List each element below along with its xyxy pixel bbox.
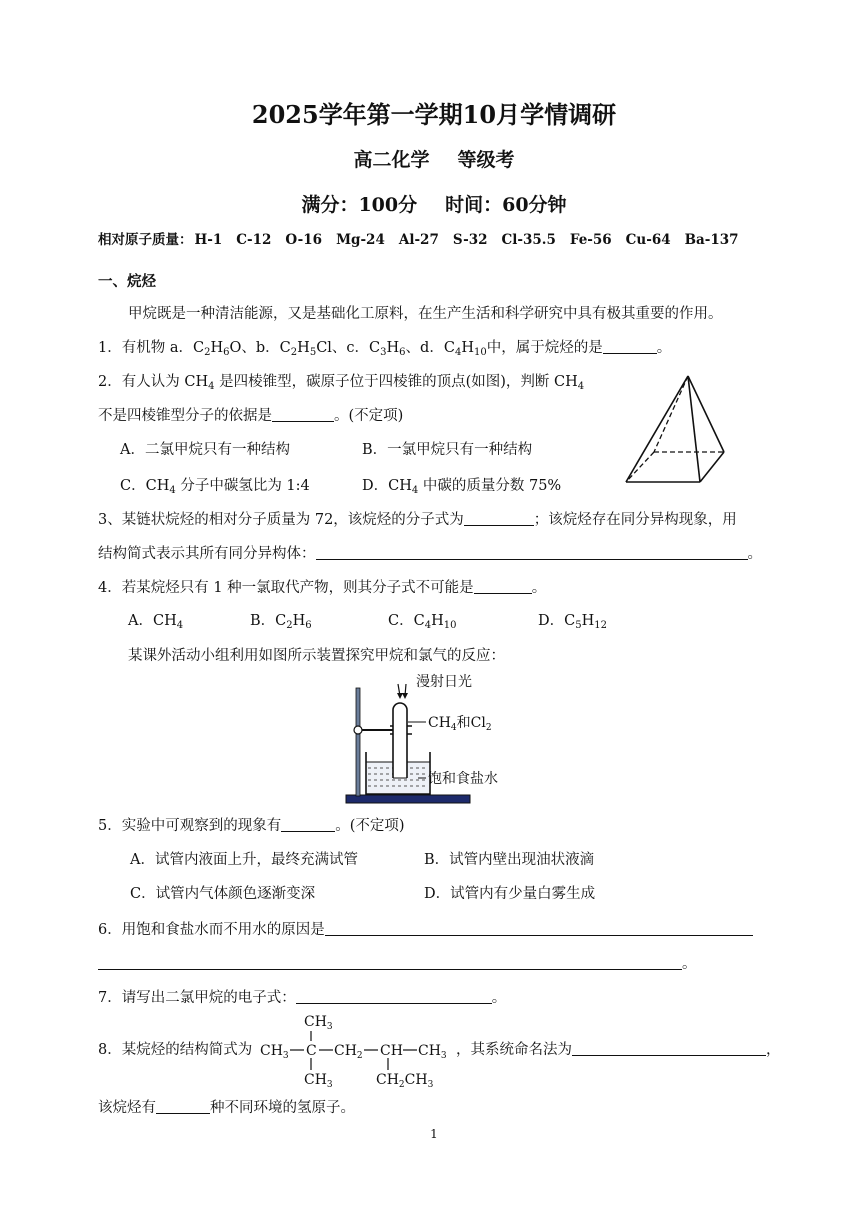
answer-blank-2[interactable] — [272, 407, 334, 422]
label-gas: $CH_4$和$Cl_2$ — [428, 715, 492, 733]
question-7: 7．请写出二氯甲烷的电子式： 。 — [98, 990, 507, 1006]
experiment-intro: 某课外活动小组利用如图所示装置探究甲烷和氯气的反应： — [128, 648, 505, 664]
full-score: 满分：100分 — [301, 194, 418, 216]
q5-option-a[interactable]: A．试管内液面上升，最终充满试管 — [130, 852, 358, 868]
answer-blank-6a[interactable] — [325, 921, 753, 936]
formula-ch: CH — [380, 1043, 403, 1059]
atomic-mass-item: Al-27 — [398, 232, 439, 248]
q2-option-c[interactable]: C．$CH_4$ 分子中碳氢比为 1:4 — [120, 478, 310, 496]
question-2: 2．有人认为 $CH_4$ 是四棱锥型，碳原子位于四棱锥的顶点(如图)，判断 $CH_4$ — [98, 374, 585, 392]
atomic-mass-item: Ba-137 — [684, 232, 739, 248]
formula-top-ch3: $CH_3$ — [304, 1014, 333, 1032]
q5-option-c[interactable]: C．试管内气体颜色逐渐变深 — [130, 886, 316, 902]
atomic-mass-item: C-12 — [236, 232, 272, 248]
q2-option-a[interactable]: A．二氯甲烷只有一种结构 — [120, 442, 290, 458]
apparatus-figure — [330, 670, 540, 810]
q2-option-b[interactable]: B．一氯甲烷只有一种结构 — [362, 442, 533, 458]
q4-option-a[interactable]: A．$CH_4$ — [128, 613, 184, 631]
atomic-mass-item: Mg-24 — [336, 232, 385, 248]
exam-info — [0, 193, 868, 217]
question-4: 4．若某烷烃只有 1 种一氯取代产物，则其分子式不可能是 。 — [98, 580, 547, 596]
answer-blank-3b[interactable] — [316, 545, 748, 560]
q4-option-c[interactable]: C．$C_4H_{10}$ — [388, 613, 457, 631]
question-8-line2: 该烷烃有 种不同环境的氢原子。 — [98, 1100, 355, 1116]
pyramid-figure — [618, 372, 730, 488]
atomic-mass-label: 相对原子质量： — [98, 232, 193, 248]
question-1: 1．有机物 a．$C_2H_6O$、b．$C_2H_5Cl$、c．$C_3H_6$、d．$C_4H_{10}$中，属于烷烃的是 。 — [98, 340, 672, 358]
exam-title: 2025学年第一学期10月学情调研 — [251, 100, 617, 129]
question-2-line2: 不是四棱锥型分子的依据是 。(不定项) — [98, 408, 404, 424]
question-3: 3、某链状烷烃的相对分子质量为 72，该烷烃的分子式为 ；该烷烃存在同分异构现象，用 — [98, 512, 737, 528]
answer-blank-8a[interactable] — [572, 1041, 766, 1056]
exam-subtitle — [0, 148, 868, 172]
formula-ethyl: $CH_2CH_3$ — [376, 1072, 434, 1090]
q4-option-d[interactable]: D．$C_5H_{12}$ — [538, 613, 607, 631]
section-heading: 一、烷烃 — [98, 273, 156, 290]
answer-blank-3a[interactable] — [464, 511, 534, 526]
formula-ch3-left: $CH_3$ — [260, 1043, 289, 1061]
q5-option-b[interactable]: B．试管内壁出现油状液滴 — [424, 852, 595, 868]
formula-ch2: $CH_2$ — [334, 1043, 363, 1061]
atomic-mass-item: Cu-64 — [625, 232, 671, 248]
question-6: 6．用饱和食盐水而不用水的原因是 — [98, 920, 753, 940]
formula-ch3-right: $CH_3$ — [418, 1043, 447, 1061]
answer-blank-4[interactable] — [474, 579, 532, 594]
atomic-mass-item: O-16 — [285, 232, 323, 248]
answer-blank-5[interactable] — [281, 817, 335, 832]
page-number: 1 — [430, 1127, 438, 1141]
question-5: 5．实验中可观察到的现象有 。(不定项) — [98, 818, 405, 834]
section-intro: 甲烷既是一种清洁能源，又是基础化工原料，在生产生活和科学研究中具有极其重要的作用。 — [128, 306, 723, 322]
question-8: 8．某烷烃的结构简式为 — [98, 1042, 253, 1058]
atomic-mass-item: Fe-56 — [569, 232, 612, 248]
question-6-line2: 。 — [98, 954, 697, 974]
formula-quaternary-c: C — [306, 1043, 317, 1059]
structural-formula — [258, 1010, 458, 1090]
answer-blank-7[interactable] — [296, 989, 492, 1004]
formula-bottom-ch3: $CH_3$ — [304, 1072, 333, 1090]
label-diffuse-light: 漫射日光 — [416, 674, 472, 690]
exam-level: 等级考 — [457, 149, 515, 171]
label-brine: 饱和食盐水 — [428, 771, 498, 787]
subject-name: 高二化学 — [353, 149, 430, 171]
answer-blank-6b[interactable] — [98, 955, 682, 970]
question-3-line2: 结构简式表示其所有同分异构体： 。 — [98, 546, 762, 562]
atomic-mass-item: H-1 — [194, 232, 223, 248]
q2-option-d[interactable]: D．$CH_4$ 中碳的质量分数 75% — [362, 478, 562, 496]
answer-blank-8b[interactable] — [156, 1099, 210, 1114]
question-8-naming: ，其系统命名法为 ， — [456, 1042, 781, 1058]
q4-option-b[interactable]: B．$C_2H_6$ — [250, 613, 312, 631]
q5-option-d[interactable]: D．试管内有少量白雾生成 — [424, 886, 596, 902]
atomic-mass-item: S-32 — [452, 232, 488, 248]
atomic-mass-item: Cl-35.5 — [501, 232, 556, 248]
atomic-mass-line — [98, 230, 753, 250]
answer-blank-1[interactable] — [603, 339, 657, 354]
exam-time: 时间：60分钟 — [445, 194, 567, 216]
